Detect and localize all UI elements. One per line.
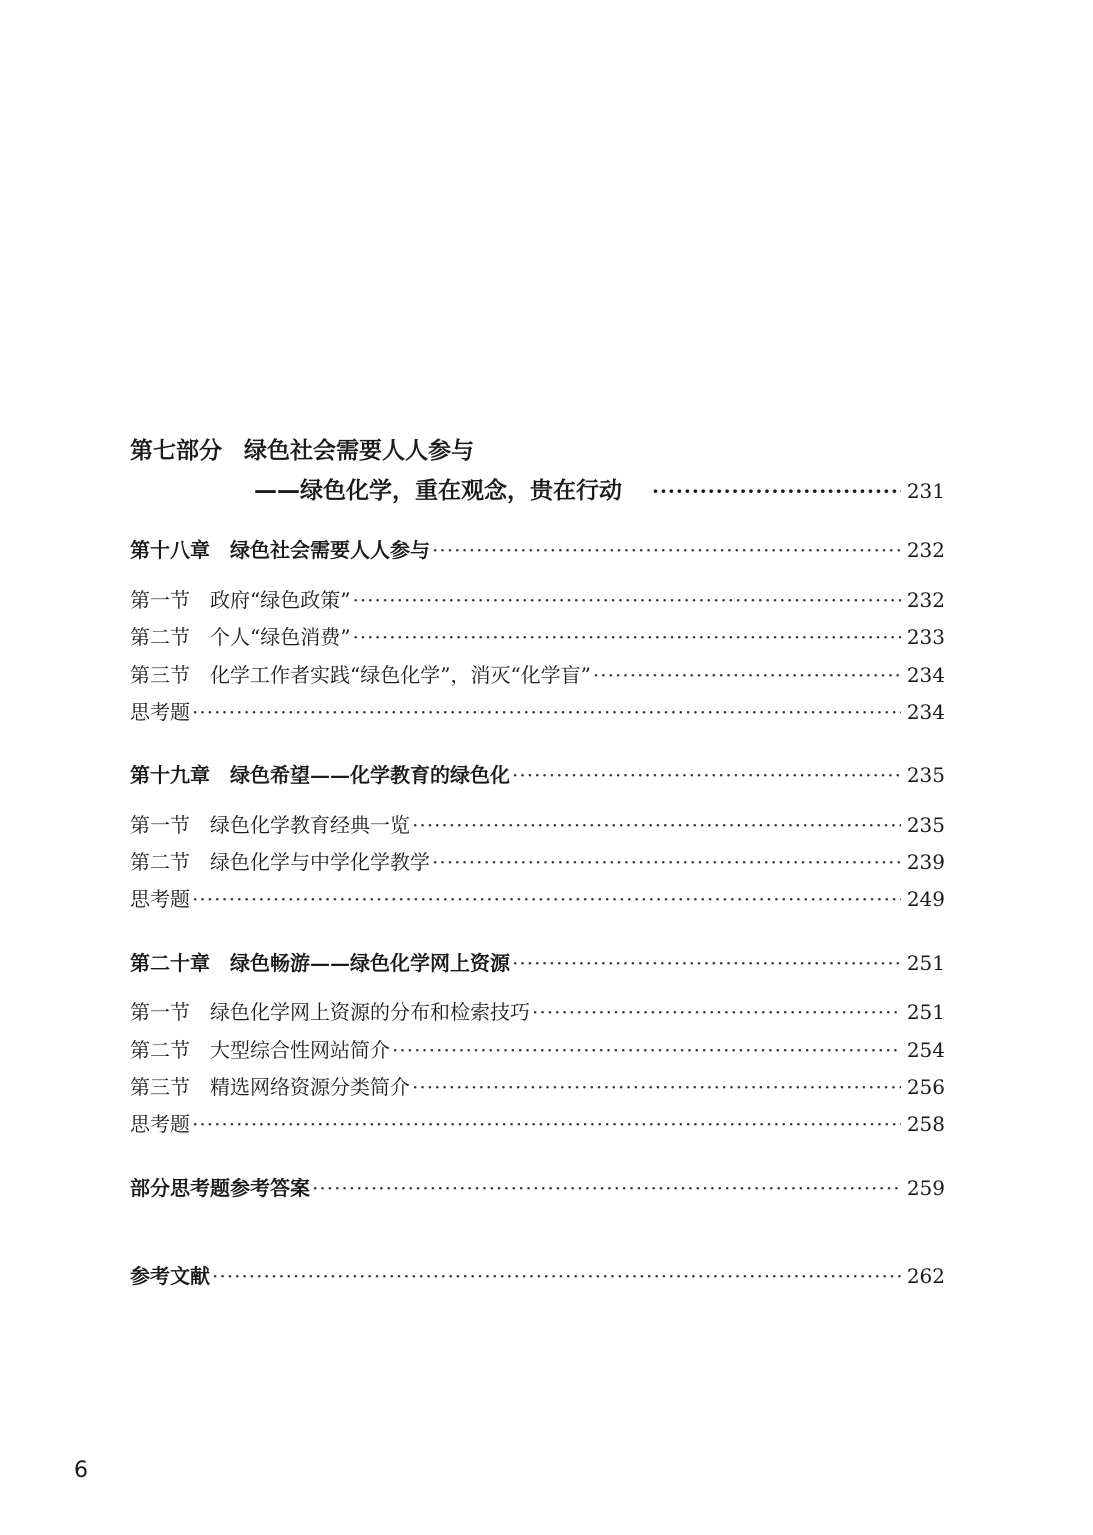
folio-page-number: 6 (74, 1458, 88, 1483)
dot-leader (352, 587, 900, 613)
page-number: 232 (906, 588, 945, 612)
dot-leader (432, 849, 901, 875)
toc-entry[interactable] (130, 1037, 945, 1063)
page-number: 233 (906, 625, 945, 649)
chapter-label: 第十九章 绿色希望——化学教育的绿色化 (130, 763, 510, 787)
references-label: 参考文献 (130, 1264, 210, 1288)
dot-leader (532, 999, 901, 1025)
page-number: 234 (906, 700, 945, 724)
page-number: 235 (906, 813, 945, 837)
dot-leader (392, 1037, 901, 1063)
toc-entry[interactable] (130, 624, 945, 650)
toc-chapter-18[interactable] (130, 537, 945, 563)
part-subtitle-row[interactable] (254, 476, 945, 506)
toc-answers[interactable] (130, 1175, 945, 1201)
toc-entry-questions[interactable] (130, 1111, 945, 1137)
toc-chapter-19[interactable] (130, 762, 945, 788)
dot-leader (192, 1111, 901, 1137)
entry-label: 第三节 精选网络资源分类简介 (130, 1075, 410, 1099)
dot-leader (412, 812, 901, 838)
dot-leader (192, 699, 901, 725)
dot-leader (512, 762, 901, 788)
page-number: 239 (906, 850, 945, 874)
entry-label: 思考题 (130, 1112, 190, 1136)
page-number: 251 (906, 951, 945, 975)
part-number: 第七部分 (130, 438, 222, 464)
page-number: 254 (906, 1038, 945, 1062)
dot-leader (352, 624, 900, 650)
part-heading (130, 436, 474, 466)
entry-label: 第二节 绿色化学与中学化学教学 (130, 850, 430, 874)
toc-entry[interactable] (130, 999, 945, 1025)
answers-label: 部分思考题参考答案 (130, 1176, 310, 1200)
dot-leader (432, 537, 901, 563)
page-number: 234 (906, 663, 945, 687)
entry-label: 第一节 政府“绿色政策” (130, 588, 351, 612)
page-number: 235 (906, 763, 945, 787)
toc-entry[interactable] (130, 1074, 945, 1100)
dot-leader (192, 886, 901, 912)
dot-leader (212, 1263, 901, 1289)
dot-leader (312, 1175, 901, 1201)
toc-references[interactable] (130, 1263, 945, 1289)
chapter-label: 第十八章 绿色社会需要人人参与 (130, 538, 430, 562)
page-number: 249 (906, 887, 945, 911)
entry-label: 第三节 化学工作者实践“绿色化学”，消灭“化学盲” (130, 663, 591, 687)
dot-leader (412, 1074, 901, 1100)
page-number: 259 (906, 1176, 945, 1200)
page-number: 232 (906, 538, 945, 562)
page-number: 258 (906, 1112, 945, 1136)
entry-label: 思考题 (130, 887, 190, 911)
page-number: 256 (906, 1075, 945, 1099)
dot-leader (652, 476, 901, 506)
entry-label: 第二节 个人“绿色消费” (130, 625, 351, 649)
page-number: 231 (906, 479, 945, 503)
toc-entry-questions[interactable] (130, 886, 945, 912)
entry-label: 思考题 (130, 700, 190, 724)
toc-entry[interactable] (130, 587, 945, 613)
toc-entry[interactable] (130, 849, 945, 875)
toc-entry[interactable] (130, 812, 945, 838)
toc-entry-questions[interactable] (130, 699, 945, 725)
entry-label: 第一节 绿色化学网上资源的分布和检索技巧 (130, 1000, 530, 1024)
toc-chapter-20[interactable] (130, 950, 945, 976)
part-subtitle: ——绿色化学，重在观念，贵在行动 (254, 478, 622, 504)
page-number: 262 (906, 1264, 945, 1288)
entry-label: 第二节 大型综合性网站简介 (130, 1038, 390, 1062)
dot-leader (512, 950, 901, 976)
toc-entry[interactable] (130, 662, 945, 688)
entry-label: 第一节 绿色化学教育经典一览 (130, 813, 410, 837)
part-title: 绿色社会需要人人参与 (244, 438, 474, 464)
chapter-label: 第二十章 绿色畅游——绿色化学网上资源 (130, 951, 510, 975)
dot-leader (593, 662, 901, 688)
page-number: 251 (906, 1000, 945, 1024)
